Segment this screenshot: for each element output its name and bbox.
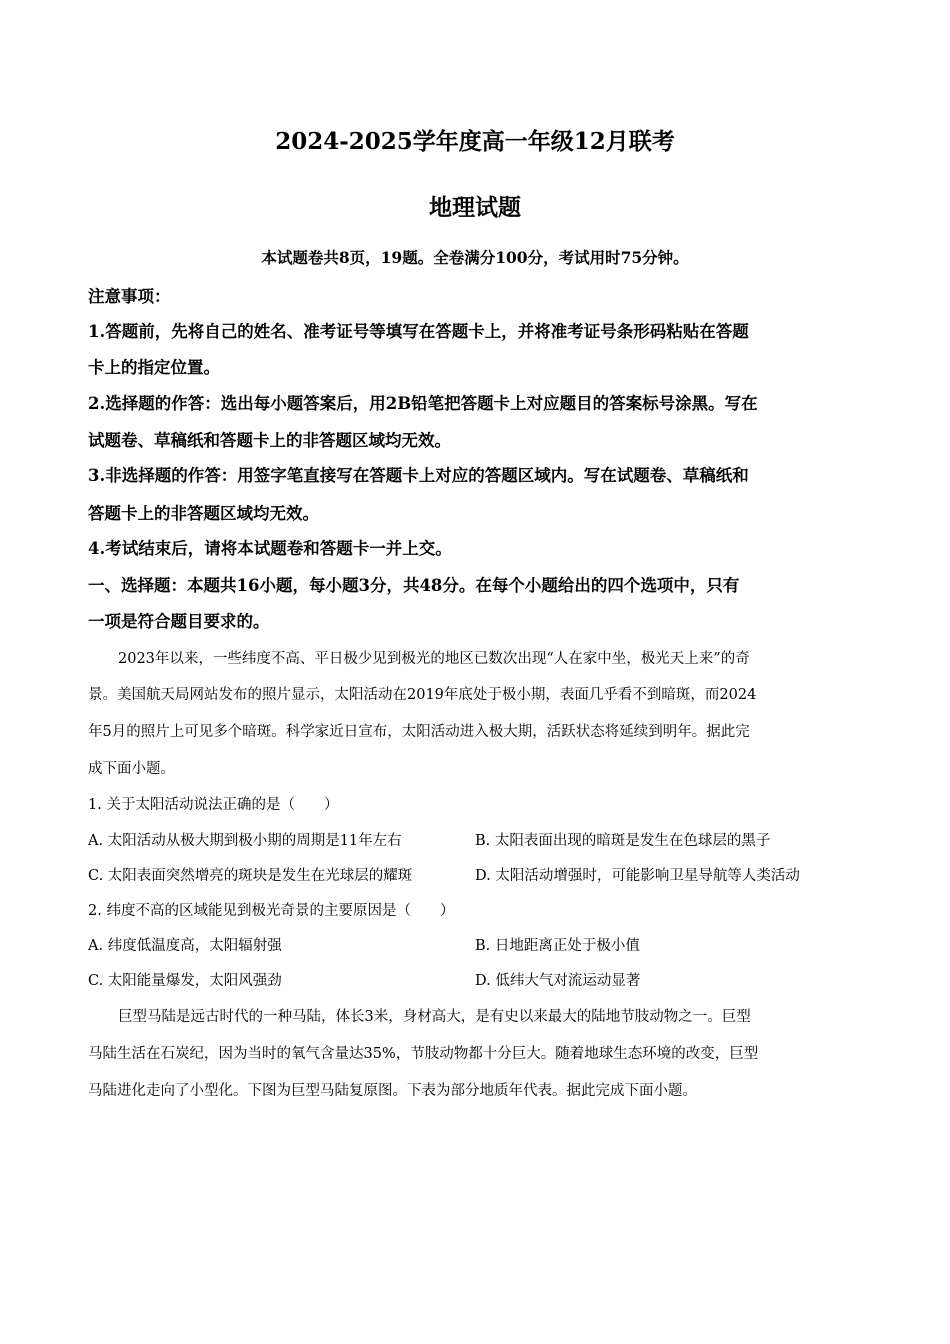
option-b: B. 日地距离正处于极小值 — [475, 938, 640, 954]
notice-line: 4.考试结束后，请将本试题卷和答题卡一并上交。 — [88, 539, 452, 558]
option-b: B. 太阳表面出现的暗斑是发生在色球层的黑子 — [475, 833, 771, 849]
passage-line: 2023年以来，一些纬度不高、平日极少见到极光的地区已数次出现“人在家中坐，极光天上来”的奇 — [118, 651, 750, 667]
option-d: D. 低纬大气对流运动显著 — [475, 973, 641, 989]
option-a: A. 纬度低温度高，太阳辐射强 — [88, 938, 282, 954]
passage-line: 景。美国航天局网站发布的照片显示，太阳活动在2019年底处于极小期，表面几乎看不到暗斑，而2024 — [88, 687, 757, 703]
subject-title: 地理试题 — [429, 194, 521, 221]
passage-line: 马陆进化走向了小型化。下图为巨型马陆复原图。下表为部分地质年代表。据此完成下面小题。 — [88, 1083, 697, 1099]
section-heading: 一、选择题：本题共16小题，每小题3分，共48分。在每个小题给出的四个选项中，只有 — [88, 576, 740, 595]
notice-heading: 注意事项： — [88, 287, 171, 306]
option-c: C. 太阳能量爆发，太阳风强劲 — [88, 973, 282, 989]
passage-line: 巨型马陆是远古时代的一种马陆，体长3米，身材高大，是有史以来最大的陆地节肢动物之一。巨型 — [118, 1009, 751, 1025]
question-stem: 1. 关于太阳活动说法正确的是（ ） — [88, 797, 339, 813]
question-stem: 2. 纬度不高的区域能见到极光奇景的主要原因是（ ） — [88, 903, 455, 919]
exam-info: 本试题卷共8页，19题。全卷满分100分，考试用时75分钟。 — [261, 248, 689, 267]
exam-title: 2024-2025学年度高一年级12月联考 — [275, 128, 675, 155]
notice-line: 卡上的指定位置。 — [88, 358, 220, 377]
option-d: D. 太阳活动增强时，可能影响卫星导航等人类活动 — [475, 868, 800, 884]
notice-line: 试题卷、草稿纸和答题卡上的非答题区域均无效。 — [88, 431, 451, 450]
notice-line: 2.选择题的作答：选出每小题答案后，用2B铅笔把答题卡上对应题目的答案标号涂黑。写在 — [88, 394, 758, 413]
notice-line: 1.答题前，先将自己的姓名、准考证号等填写在答题卡上，并将准考证号条形码粘贴在答题 — [88, 322, 749, 341]
notice-line: 3.非选择题的作答：用签字笔直接写在答题卡上对应的答题区域内。写在试题卷、草稿纸和 — [88, 466, 749, 485]
option-a: A. 太阳活动从极大期到极小期的周期是11年左右 — [88, 833, 402, 849]
section-heading: 一项是符合题目要求的。 — [88, 612, 270, 631]
passage-line: 年5月的照片上可见多个暗斑。科学家近日宣布，太阳活动进入极大期，活跃状态将延续到明年。据此完 — [88, 724, 750, 740]
passage-line: 成下面小题。 — [88, 761, 175, 777]
notice-line: 答题卡上的非答题区域均无效。 — [88, 504, 319, 523]
option-c: C. 太阳表面突然增亮的斑块是发生在光球层的耀斑 — [88, 868, 413, 884]
passage-line: 马陆生活在石炭纪，因为当时的氧气含量达35%，节肢动物都十分巨大。随着地球生态环境的改变，巨型 — [88, 1046, 759, 1062]
